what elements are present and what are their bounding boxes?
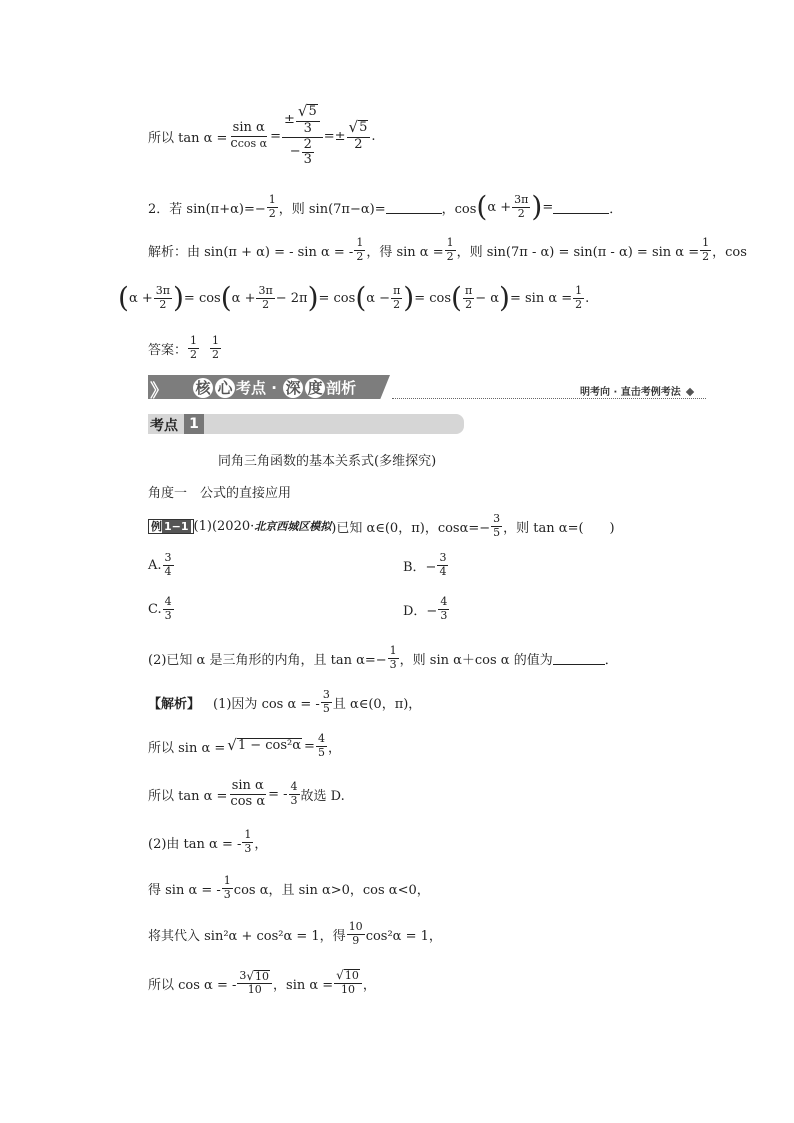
kaodian-number: 1	[184, 414, 204, 434]
equals-pm: =±	[323, 128, 346, 144]
solution-line5: 得 sin α = - $\frac{1}{3}$ cos α，且 sin α>0，cos α<0，	[148, 873, 430, 901]
right-paren: )	[531, 190, 543, 223]
left-paren: (	[476, 190, 488, 223]
period: .	[371, 128, 376, 144]
dotted-divider	[392, 398, 706, 399]
frac-3pi-2: $\frac{3\pi}{2}$	[514, 192, 529, 220]
angle-heading: 角度一 公式的直接应用	[148, 486, 292, 501]
den-3: 3	[303, 120, 312, 136]
big-denominator	[288, 138, 317, 169]
big-numerator	[282, 101, 323, 138]
example-tag: 例 1−1	[148, 519, 194, 534]
text: 所以 tan α =	[148, 130, 228, 146]
solution-label: 【解析】	[148, 696, 201, 712]
big-fraction	[282, 101, 323, 169]
solution-line3: 所以 tan α = $\frac{\text{sin α}}{\text{cos α}}$ = - $\frac{4}{3}$ 故选 D.	[148, 777, 345, 809]
equals: =	[270, 128, 281, 144]
text: 解析：由 sin(π + α) = - sin α = -	[148, 244, 354, 260]
sqrt5-over-2: √ 5 2	[347, 120, 371, 153]
source: 北京西城区模拟	[254, 520, 332, 533]
answer-blank-2[interactable]	[553, 201, 609, 214]
alpha-plus: α +	[487, 199, 512, 215]
question-1-1-2: (2)已知 α 是三角形的内角，且 tan α=− $\frac{1}{3}$ ，则 sin α＋cos α 的值为 ．	[148, 643, 618, 671]
answer-blank-1[interactable]	[386, 201, 442, 214]
banner-right-note: 明考向 · 直击考例考法	[580, 383, 693, 398]
radicand2: 5	[359, 119, 368, 135]
tan-derivation	[148, 96, 376, 176]
answer-line: 答案： $\frac{1}{2}$ $\frac{1}{2}$	[148, 333, 220, 361]
text: ，得 sin α =	[366, 244, 444, 260]
num-2: 2	[303, 136, 312, 152]
minus: −	[289, 144, 301, 160]
solution-line6: 将其代入 sin²α + cos²α = 1，得 $\frac{10}{9}$ cos²α = 1，	[148, 919, 442, 947]
banner-title: 核 心 考点 · 深 度 剖析	[192, 377, 356, 398]
option-b[interactable]: B．− $\frac{3}{4}$	[403, 551, 447, 578]
q2-cos: ，cos	[441, 201, 477, 217]
text: ，cos	[712, 244, 747, 260]
solution-line2: 所以 sin α = √ 1 − cos²α = $\frac{4}{5}$ ，	[148, 731, 341, 759]
denominator	[228, 137, 269, 152]
numerator: sin α	[232, 119, 265, 135]
sin-over-cos	[228, 121, 269, 152]
option-d[interactable]: D．− $\frac{4}{3}$	[403, 595, 448, 622]
solution-2-line2: ( α + $\frac{3\pi}{2}$ ) = cos ( α + $\frac{3\pi}{2}$ − 2π ) = cos ( α − $\frac{\pi}{2}$ ) = cos ( $\frac{\pi}{2}$ − α ) = sin α = $\frac{1}{2}$ .	[118, 281, 590, 314]
solution-line7: 所以 cos α = - 3 √ 10 10 ，sin α = √ 10 10 ，	[148, 968, 376, 996]
frac-1-2: $\frac{1}{2}$	[268, 192, 276, 220]
den-2: 2	[354, 136, 363, 152]
option-a[interactable]: A. $\frac{3}{4}$	[148, 551, 172, 578]
answer-blank-3[interactable]	[553, 652, 605, 665]
cos-text: cos α	[237, 136, 268, 150]
question-2: 2．若 sin(π+α)=− $\frac{1}{2}$ ，则 sin(7π−α)= ，cos ( α + $\frac{3\pi}{2}$ ) = ．	[148, 190, 623, 223]
example-1-1: 例 1−1 (1)( 2020· 北京西城区模拟 )已知 α∈(0，π)，cosα=− $\frac{3}{5}$ ，则 tan α=( )	[148, 508, 615, 544]
q2-end: ．	[609, 201, 623, 217]
answer-label: 答案：	[148, 342, 188, 358]
two-thirds	[302, 138, 314, 169]
diamond-icon	[686, 388, 694, 396]
kaodian-label: 考点	[150, 418, 178, 434]
plus-minus: ±	[283, 111, 295, 127]
section-title: 同角三角函数的基本关系式(多维探究)	[218, 454, 437, 469]
solution-line4: (2)由 tan α = - $\frac{1}{3}$ ，	[148, 827, 268, 855]
q2-mid: ，则 sin(7π−α)=	[278, 201, 386, 217]
den-3b: 3	[303, 152, 312, 168]
text: ，则 sin(7π - α) = sin(π - α) = sin α =	[456, 244, 700, 260]
option-c[interactable]: C. $\frac{4}{3}$	[148, 595, 172, 622]
solution-line1: 【解析】 (1)因为 cos α = - $\frac{3}{5}$ 且 α∈(0，π)，	[148, 687, 422, 715]
radicand: 5	[308, 103, 317, 119]
chevron-icon: 》	[150, 381, 162, 402]
solution-2-line1: 解析：由 sin(π + α) = - sin α = - $\frac{1}{2}$ ，得 sin α = $\frac{1}{2}$ ，则 sin(7π - α) = sin(π - α) = sin α = $\frac{1}{2}$ ，cos	[148, 235, 747, 263]
sqrt5-over-3: √ 5 3	[296, 104, 320, 137]
cos-prefix: c	[230, 135, 238, 151]
q2-lead: 2．若 sin(π+α)=−	[148, 201, 266, 217]
